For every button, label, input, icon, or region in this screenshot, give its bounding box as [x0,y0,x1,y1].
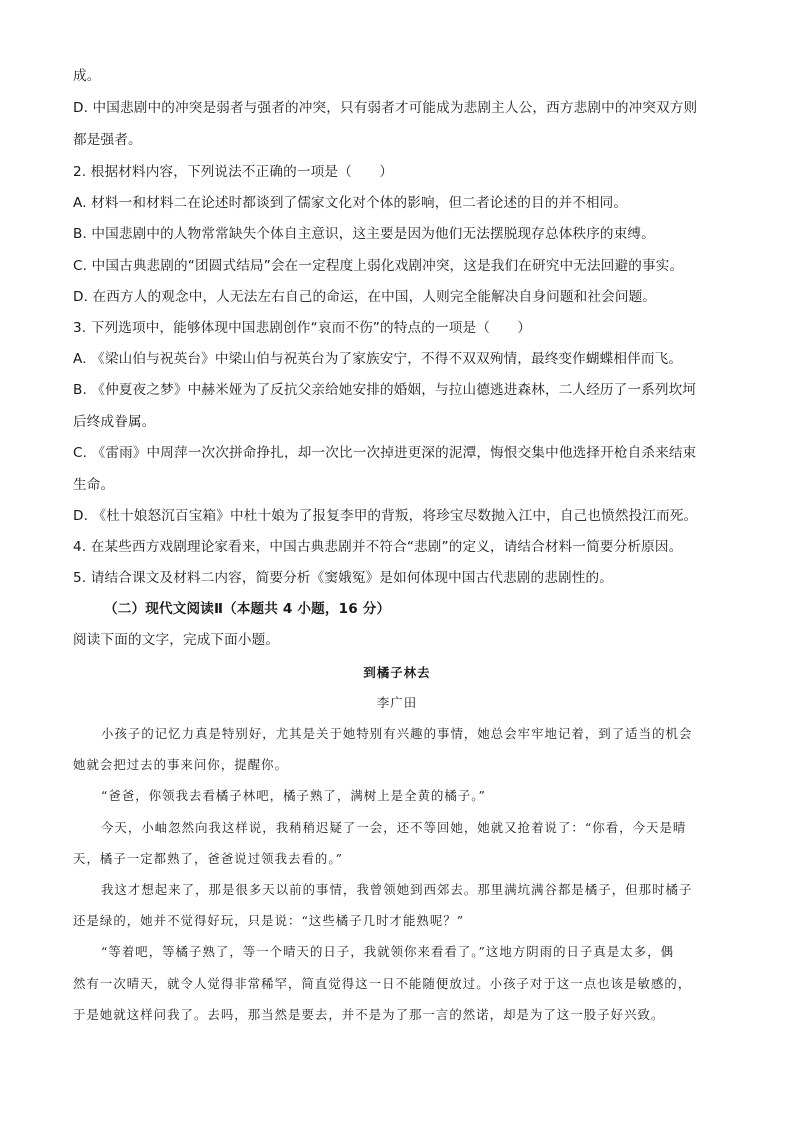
option-c: C. 《雷雨》中周萍一次次拼命挣扎，却一次比一次掉进更深的泥潭，悔恨交集中他选择开枪自杀来结束 [73,445,697,461]
section-heading: （二）现代文阅读Ⅱ（本题共 4 小题，16 分） [104,601,391,617]
paragraph-line: 小孩子的记忆力真是特别好，尤其是关于她特别有兴趣的事情，她总会牢牢地记着，到了适当的机会 [101,726,693,741]
option-a: A. 《梁山伯与祝英台》中梁山伯与祝英台为了家族安宁，不得不双双殉情，最终变作蝴蝶相伴而飞。 [73,351,683,367]
paragraph-line: 她就会把过去的事来问你，提醒你。 [73,757,289,772]
paragraph-line: 天，橘子一定都熟了，爸爸说过领我去看的。” [73,851,343,866]
option-b: B. 中国悲剧中的人物常常缺失个体自主意识，这主要是因为他们无法摆脱现存总体秩序的束缚。 [73,226,655,242]
paragraph-line: “等着吧，等橘子熟了，等一个晴天的日子，我就领你来看看了。”这地方阴雨的日子真是太多，偶 [101,944,675,959]
paragraph-line: 然有一次晴天，就令人觉得非常稀罕，简直觉得这一日不能随便放过。小孩子对于这一点也该是敏感的， [73,976,692,991]
reading-instruction: 阅读下面的文字，完成下面小题。 [73,632,280,648]
option-b: B. 《仲夏夜之梦》中赫米娅为了反抗父亲给她安排的婚姻，与拉山德逃进森林，二人经历了一系列坎坷 [73,382,697,398]
option-d-line: D. 中国悲剧中的冲突是弱者与强者的冲突，只有弱者才可能成为悲剧主人公，西方悲剧中的冲突双方则 [73,100,698,116]
question-4: 4. 在某些西方戏剧理论家看来，中国古典悲剧并不符合“悲剧”的定义，请结合材料一简要分析原因。 [73,539,683,555]
paragraph-line: 于是她就这样问我了。去吗，那当然是要去，并不是为了那一言的然诺，却是为了这一股子好兴致。 [73,1007,665,1022]
text-line: 生命。 [73,477,115,493]
question-3: 3. 下列选项中，能够体现中国悲剧创作“哀而不伤”的特点的一项是（ ） [73,320,532,336]
text-line: 成。 [73,68,101,84]
paragraph-line: 我这才想起来了，那是很多天以前的事情，我曾领她到西郊去。那里满坑满谷都是橘子，但那时橘子 [101,882,693,897]
text-line: 都是强者。 [73,132,142,148]
paragraph-line: “爸爸，你领我去看橘子林吧，橘子熟了，满树上是全黄的橘子。” [101,788,486,803]
question-5: 5. 请结合课文及材料二内容，简要分析《窦娥冤》是如何体现中国古代悲剧的悲剧性的。 [73,570,614,586]
text-line: 后终成眷属。 [73,414,156,430]
option-a: A. 材料一和材料二在论述时都谈到了儒家文化对个体的影响，但二者论述的目的并不相同。 [73,195,628,211]
story-title: 到橘子林去 [363,665,431,680]
option-d: D. 在西方人的观念中，人无法左右自己的命运，在中国，人则完全能解决自身问题和社会问题。 [73,289,657,305]
question-2: 2. 根据材料内容，下列说法不正确的一项是（ ） [73,164,394,180]
story-author: 李广田 [376,695,418,710]
paragraph-line: 今天，小岫忽然向我这样说，我稍稍迟疑了一会，还不等回她，她就又抢着说了：“你看，今天是晴 [101,820,687,835]
option-d: D. 《杜十娘怒沉百宝箱》中杜十娘为了报复李甲的背叛，将珍宝尽数抛入江中，自己也愤然投江而死。 [73,508,698,524]
option-c: C. 中国古典悲剧的“团圆式结局”会在一定程度上弱化戏剧冲突，这是我们在研究中无法回避的事实。 [73,258,684,274]
paragraph-line: 还是绿的，她并不觉得好玩，只是说：“这些橘子几时才能熟呢？” [73,913,465,928]
